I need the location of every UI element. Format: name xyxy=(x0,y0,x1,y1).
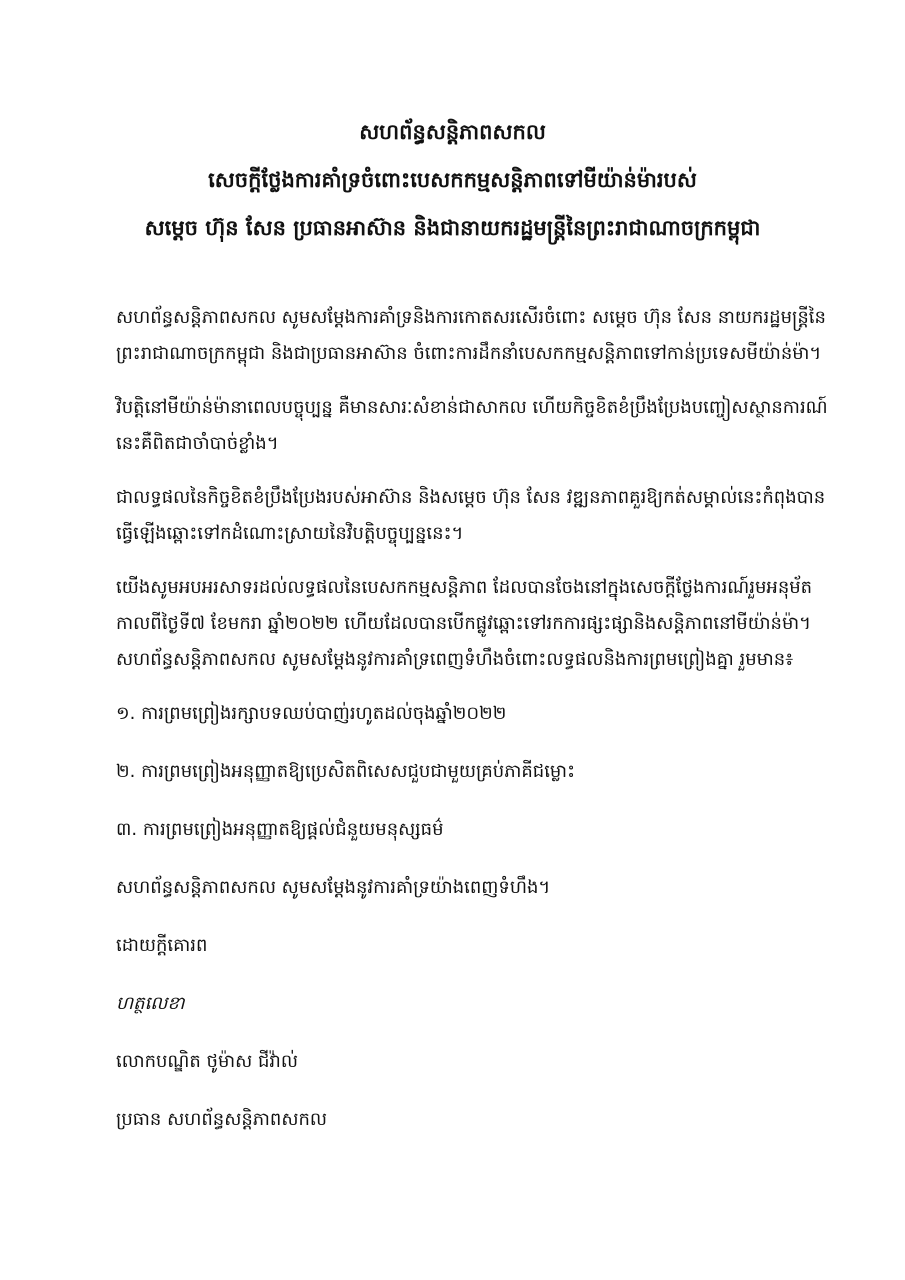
signer-title: ប្រធាន សហព័ន្ធសន្តិភាពសកល xyxy=(116,1109,328,1130)
paragraph-4: យើងសូមអបអរសាទរដល់លទ្ធផលនៃបេសកកម្មសន្តិភាព ដែលបានចែងនៅក្នុងសេចក្តីថ្លែងការណ៍រួមអនុម័តកាលពីថ្ងៃទី៧ ខែមករា ឆ្នាំ២០២២ ហើយដែលបានបើកផ្លូវឆ្ពោះទៅរកការផ្សះផ្សានិងសន្តិភាពនៅមីយ៉ាន់ម៉ា។ សហព័ន្ធសន្តិភាពសកល សូមសម្តែងនូវការគាំទ្រពេញទំហឹងចំពោះលទ្ធផលនិងការព្រមព្រៀងគ្នា រួមមាន៖ xyxy=(116,577,813,670)
statement-subtitle: សម្តេច ហ៊ុន សែន ប្រធានអាស៊ាន និងជានាយករដ្ឋមន្ត្រីនៃព្រះរាជាណាចក្រកម្ពុជា xyxy=(144,215,761,240)
signer-name: លោកបណ្ឌិត ថូម៉ាស ជីវ៉ាល់ xyxy=(116,1051,298,1072)
signature-label: ហត្ថលេខា xyxy=(116,993,185,1014)
organization-title: សហព័ន្ធសន្តិភាពសកល xyxy=(359,119,546,144)
statement-title: សេចក្តីថ្លែងការគាំទ្រចំពោះបេសកកម្មសន្តិភាពទៅមីយ៉ាន់ម៉ារបស់ xyxy=(208,167,697,192)
paragraph-5: សហព័ន្ធសន្តិភាពសកល សូមសម្តែងនូវការគាំទ្រយ៉ាងពេញទំហឹង។ xyxy=(116,877,551,898)
list-item-3: ៣. ការព្រមព្រៀងអនុញ្ញាតឱ្យផ្តល់ជំនួយមនុស្សធម៌ xyxy=(116,819,444,840)
document-body xyxy=(116,300,832,1160)
list-item-1: ១. ការព្រមព្រៀងរក្សាបទឈប់បាញ់រហូតដល់ចុងឆ្នាំ២០២២ xyxy=(116,703,507,724)
list-item-2: ២. ការព្រមព្រៀងអនុញ្ញាតឱ្យប្រេសិតពិសេសជួបជាមួយគ្រប់ភាគីជម្លោះ xyxy=(116,761,575,782)
paragraph-1: សហព័ន្ធសន្តិភាពសកល សូមសម្តែងការគាំទ្រនិងការកោតសរសើរចំពោះ សម្តេច ហ៊ុន សែន នាយករដ្ឋមន្ត្រីនៃព្រះរាជាណាចក្រកម្ពុជា និងជាប្រធានអាស៊ាន ចំពោះការដឹកនាំបេសកកម្មសន្តិភាពទៅកាន់ប្រទេសមីយ៉ាន់ម៉ា។ xyxy=(116,307,826,364)
closing-phrase: ដោយក្តីគោរព xyxy=(116,935,208,956)
paragraph-2: វិបត្តិនៅមីយ៉ាន់ម៉ានាពេលបច្ចុប្បន្ន គឺមានសារៈសំខាន់ជាសាកល ហើយកិច្ចខិតខំប្រឹងប្រែងបញ្ចៀសស្ថានការណ៍នេះគឺពិតជាចាំបាច់ខ្លាំង។ xyxy=(116,397,828,454)
document-header xyxy=(60,108,845,252)
paragraph-3: ជាលទ្ធផលនៃកិច្ចខិតខំប្រឹងប្រែងរបស់អាស៊ាន និងសម្តេច ហ៊ុន សែន វឌ្ឍនភាពគួរឱ្យកត់សម្គាល់នេះកំពុងបានធ្វើឡើងឆ្ពោះទៅកដំណោះស្រាយនៃវិបត្តិបច្ចុប្បន្ននេះ។ xyxy=(116,487,826,544)
